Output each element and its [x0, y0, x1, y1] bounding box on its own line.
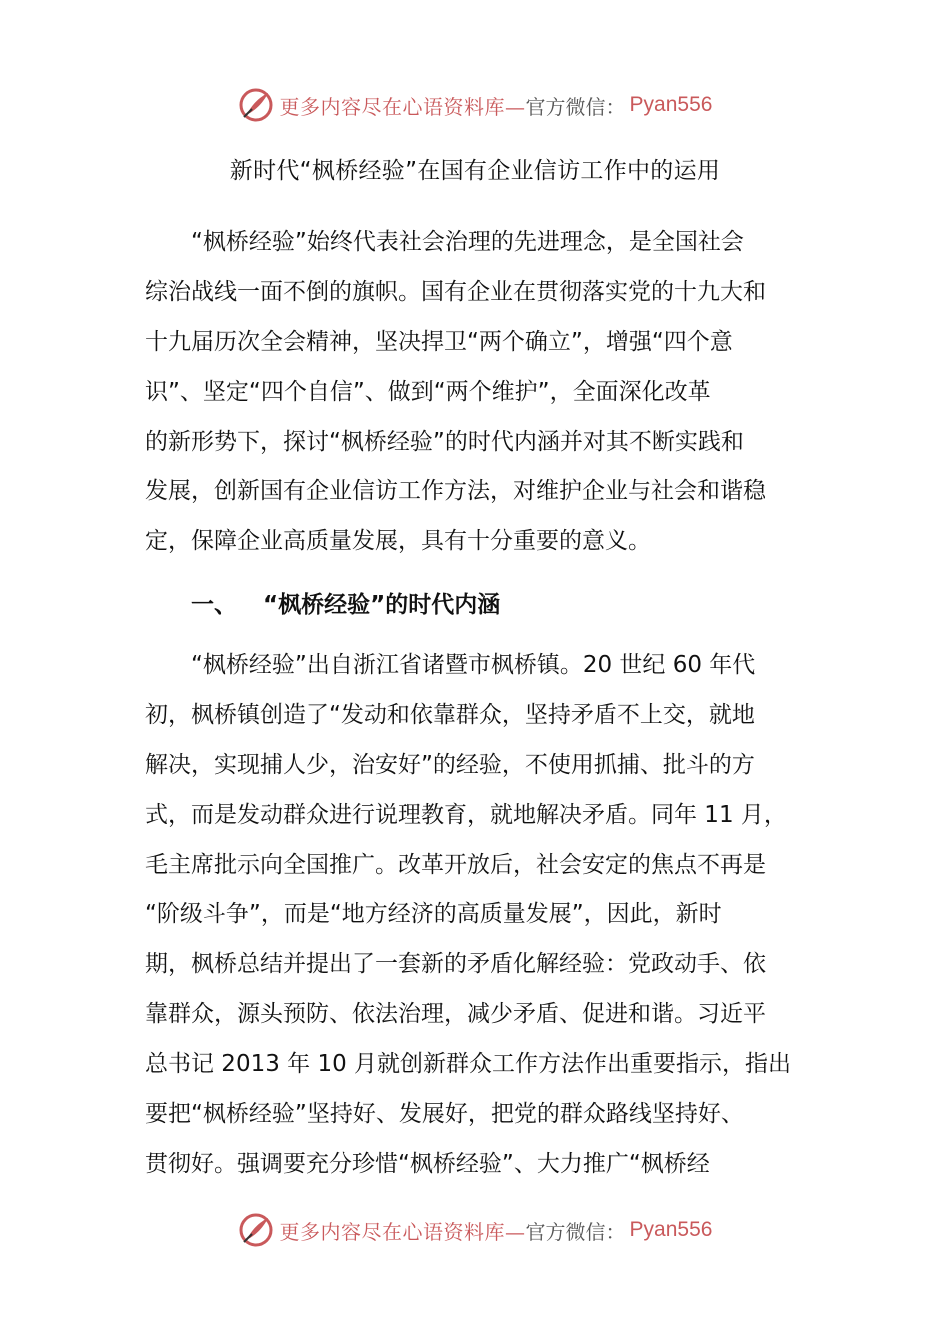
paragraph-line: 贯彻好。强调要充分珍惜“枫桥经验”、大力推广“枫桥经	[145, 1150, 710, 1177]
section-number: 一、	[191, 592, 237, 618]
paragraph-line: 毛主席批示向全国推广。改革开放后，社会安定的焦点不再是	[145, 851, 766, 878]
paragraph-line: 识”、坚定“四个自信”、做到“两个维护”，全面深化改革	[145, 378, 711, 405]
watermark-wechat-label: 官方微信：	[525, 1219, 626, 1244]
section-heading	[191, 585, 500, 625]
paragraph-line: 综治战线一面不倒的旗帜。国有企业在贯彻落实党的十九大和	[145, 278, 766, 305]
paragraph-line: “阶级斗争”，而是“地方经济的高质量发展”，因此，新时	[145, 901, 722, 928]
feather-pen-logo-icon	[238, 1212, 274, 1248]
watermark-banner-bottom	[0, 1210, 950, 1250]
watermark-banner-top	[0, 85, 950, 125]
section-paragraph	[145, 641, 807, 1190]
paragraph-line: 解决，实现捕人少，治安好”的经验，不使用抓捕、批斗的方	[145, 751, 755, 778]
document-title: 新时代“枫桥经验”在国有企业信访工作中的运用	[229, 158, 721, 184]
paragraph-line: 总书记 2013 年 10 月就创新群众工作方法作出重要指示，指出	[145, 1051, 792, 1078]
paragraph-line: 期，枫桥总结并提出了一套新的矛盾化解经验：党政动手、依	[145, 951, 766, 978]
watermark-text: 更多内容尽在心语资料库—	[279, 1219, 526, 1244]
watermark-wechat-id: Pyan556	[629, 1218, 713, 1241]
intro-paragraph	[145, 218, 807, 567]
paragraph-line: “枫桥经验”出自浙江省诸暨市枫桥镇。20 世纪 60 年代	[191, 652, 756, 678]
section-title: “枫桥经验”的时代内涵	[263, 592, 501, 618]
paragraph-line: “枫桥经验”始终代表社会治理的先进理念，是全国社会	[191, 229, 744, 255]
watermark-wechat-label: 官方微信：	[525, 94, 626, 119]
paragraph-line: 式，而是发动群众进行说理教育，就地解决矛盾。同年 11 月，	[145, 801, 787, 828]
paragraph-line: 十九届历次全会精神，坚决捍卫“两个确立”，增强“四个意	[145, 328, 733, 355]
paragraph-line: 初，枫桥镇创造了“发动和依靠群众，坚持矛盾不上交，就地	[145, 701, 755, 728]
paragraph-line: 的新形势下，探讨“枫桥经验”的时代内涵并对其不断实践和	[145, 428, 744, 455]
feather-pen-logo-icon	[238, 87, 274, 123]
paragraph-line: 靠群众，源头预防、依法治理，减少矛盾、促进和谐。习近平	[145, 1001, 766, 1028]
paragraph-line: 定，保障企业高质量发展，具有十分重要的意义。	[145, 528, 651, 555]
paragraph-line: 发展，创新国有企业信访工作方法，对维护企业与社会和谐稳	[145, 478, 766, 505]
watermark-text: 更多内容尽在心语资料库—	[279, 94, 526, 119]
watermark-wechat-id: Pyan556	[629, 93, 713, 116]
paragraph-line: 要把“枫桥经验”坚持好、发展好，把党的群众路线坚持好、	[145, 1101, 744, 1128]
